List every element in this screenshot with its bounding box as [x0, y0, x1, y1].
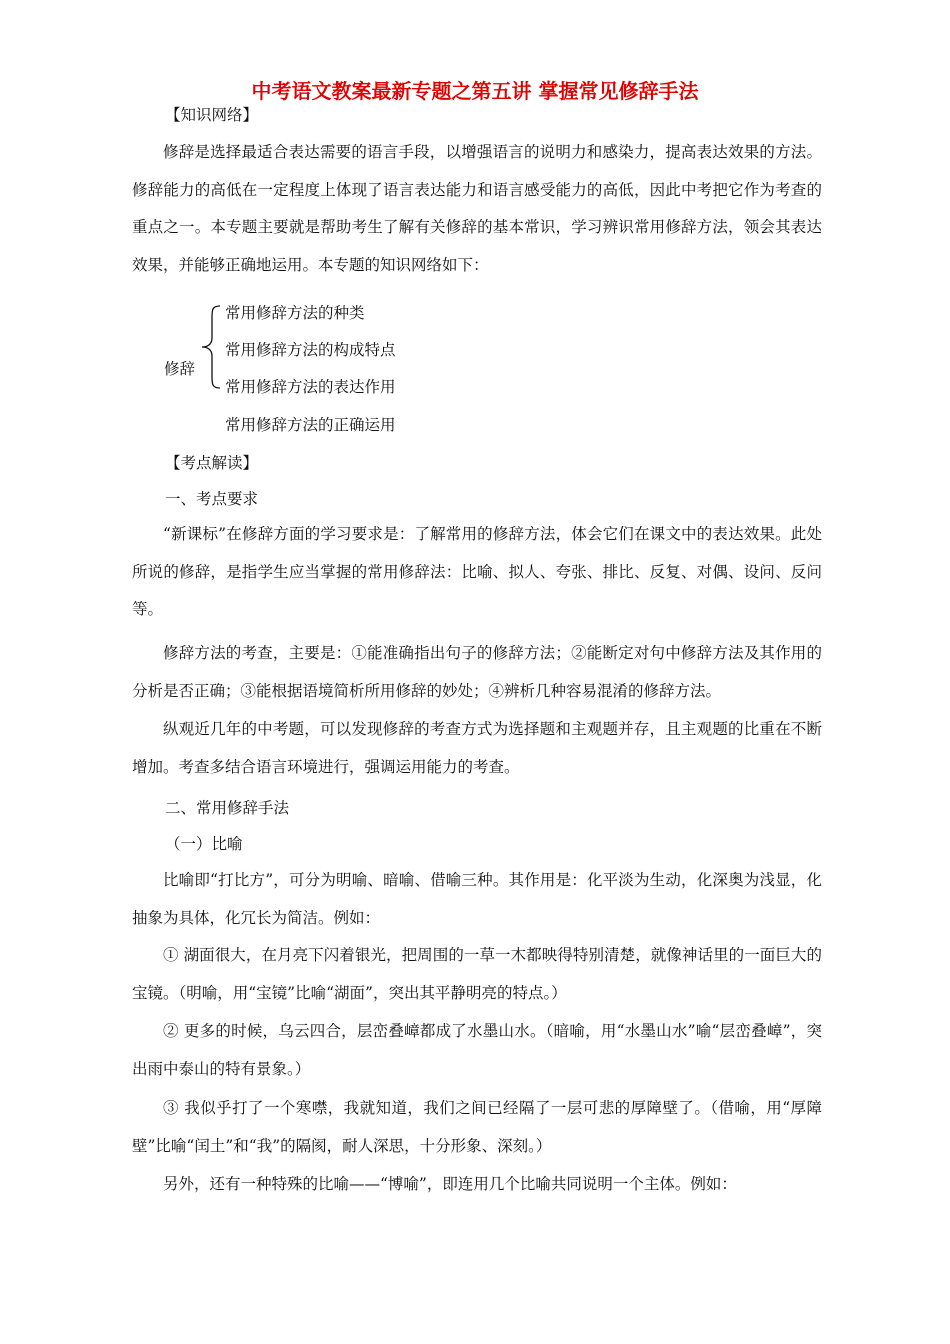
heading-common-rhetoric: 二、常用修辞手法 — [165, 799, 290, 817]
heading-requirements: 一、考点要求 — [165, 490, 259, 508]
section-heading-analysis: 【考点解读】 — [165, 454, 259, 472]
paragraph-intro: 修辞是选择最适合表达需要的语言手段，以增强语言的说明力和感染力，提高表达效果的方法。修辞能力的高低在一定程度上体现了语言表达能力和语言感受能力的高低，因此中考把它作为考查的重点之一。本专题主要就是帮助考生了解有关修辞的基本常识，学习辨识常用修辞方法，领会其表达效果，并能够正确地运用。本专题的知识网络如下： — [132, 143, 822, 274]
heading-metaphor: （一）比喻 — [165, 835, 243, 853]
page-title: 中考语文教案最新专题之第五讲 掌握常见修辞手法 — [251, 79, 699, 103]
paragraph-metaphor: 比喻即“打比方”，可分为明喻、暗喻、借喻三种。其作用是：化平淡为生动，化深奥为浅显，化抽象为具体，化冗长为简洁。例如： — [132, 871, 822, 927]
brace-icon — [200, 304, 222, 390]
paragraph-requirements-1: “新课标”在修辞方面的学习要求是：了解常用的修辞方法，体会它们在课文中的表达效果。此处所说的修辞，是指学生应当掌握的常用修辞法：比喻、拟人、夸张、排比、反复、对偶、设问、反问等。 — [132, 525, 822, 618]
example-item: ① 湖面很大，在月亮下闪着银光，把周围的一草一木都映得特别清楚，就像神话里的一面巨大的宝镜。（明喻，用“宝镜”比喻“湖面”，突出其平静明亮的特点。） — [132, 946, 822, 1002]
paragraph-requirements-3: 纵观近几年的中考题，可以发现修辞的考查方式为选择题和主观题并存，且主观题的比重在不断增加。考查多结合语言环境进行，强调运用能力的考查。 — [132, 720, 822, 776]
paragraph-last: 另外，还有一种特殊的比喻——“博喻”，即连用几个比喻共同说明一个主体。例如： — [163, 1175, 737, 1193]
tree-item: 常用修辞方法的种类 — [225, 304, 365, 322]
section-heading-network: 【知识网络】 — [165, 106, 259, 124]
example-item: ③ 我似乎打了一个寒噤，我就知道，我们之间已经隔了一层可悲的厚障壁了。（借喻，用“厚障壁”比喻“闰土”和“我”的隔阂，耐人深思，十分形象、深刻。） — [132, 1099, 822, 1155]
tree-root-label: 修辞 — [164, 360, 196, 378]
tree-item: 常用修辞方法的构成特点 — [225, 341, 396, 359]
example-item: ② 更多的时候，乌云四合，层峦叠嶂都成了水墨山水。（暗喻，用“水墨山水”喻“层峦叠嶂”，突出雨中泰山的特有景象。） — [132, 1022, 822, 1078]
paragraph-requirements-2: 修辞方法的考查，主要是：①能准确指出句子的修辞方法；②能断定对句中修辞方法及其作用的分析是否正确；③能根据语境简析所用修辞的妙处；④辨析几种容易混淆的修辞方法。 — [132, 644, 822, 700]
tree-item: 常用修辞方法的正确运用 — [225, 416, 396, 434]
tree-item: 常用修辞方法的表达作用 — [225, 378, 396, 396]
